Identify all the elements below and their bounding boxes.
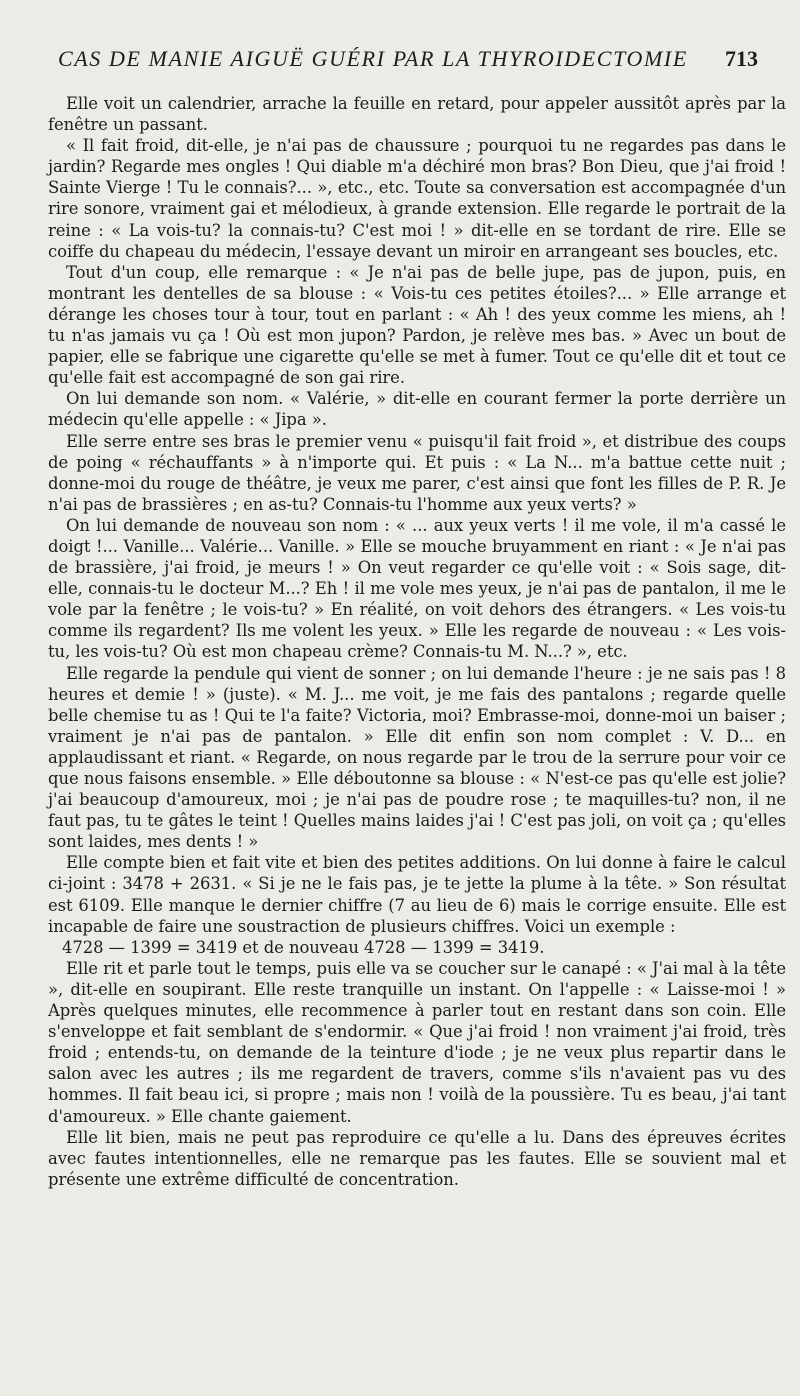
paragraph: On lui demande son nom. « Valérie, » dit-elle en courant fermer la porte derrière un médecin qu'elle appelle : « Jipa ». (48, 389, 786, 430)
body-text (48, 93, 786, 1190)
paragraph: « Il fait froid, dit-elle, je n'ai pas de chaussure ; pourquoi tu ne regardes pas dans le jardin? Regarde mes ongles ! Qui diable m'a déchiré mon bras? Bon Dieu, que j'ai froid ! Sainte Vierge ! Tu le connais?... », etc., etc. Toute sa conversation est accompagnée d'un rire sonore, vraiment gai et mélodieux, à grande extension. Elle regarde le portrait de la reine : « La vois-tu? la connais-tu? C'est moi ! » dit-elle en se tordant de rire. Elle se coiffe du chapeau du médecin, l'essaye devant un miroir en arrangeant ses boucles, etc. (48, 136, 786, 261)
running-header (58, 46, 758, 74)
paragraph: Tout d'un coup, elle remarque : « Je n'ai pas de belle jupe, pas de jupon, puis, en montrant les dentelles de sa blouse : « Vois-tu ces petites étoiles?... » Elle arrange et dérange les choses tour à tour, tout en parlant : « Ah ! des yeux comme les miens, ah ! tu n'as jamais vu ça ! Où est mon jupon? Pardon, je relève mes bas. » Avec un bout de papier, elle se fabrique une cigarette qu'elle se met à fumer. Tout ce qu'elle dit et tout ce qu'elle fait est accompagné de son gai rire. (48, 262, 786, 388)
subtraction-example: 4728 — 1399 = 3419 et de nouveau 4728 — 1399 = 3419. (62, 937, 545, 957)
paragraph: Elle compte bien et fait vite et bien des petites additions. On lui donne à faire le calcul ci-joint : 3478 + 2631. « Si je ne le fais pas, je te jette la plume à la tête. » Son résultat est 6109. Elle manque le dernier chiffre (7 au lieu de 6) mais le corrige ensuite. Elle est incapable de faire une soustraction de plusieurs chiffres. Voici un exemple : (48, 853, 786, 936)
page-number: 713 (725, 46, 758, 71)
paragraph: Elle lit bien, mais ne peut pas reproduire ce qu'elle a lu. Dans des épreuves écrites avec fautes intentionnelles, elle ne remarque pas les fautes. Elle se souvient mal et présente une extrême difficulté de concentration. (48, 1127, 786, 1189)
paragraph: Elle regarde la pendule qui vient de sonner ; on lui demande l'heure : je ne sais pas ! 8 heures et demie ! » (juste). « M. J... me voit, je me fais des pantalons ; regarde quelle belle chemise tu as ! Qui te l'a faite? Victoria, moi? Embrasse-moi, donne-moi un baiser ; vraiment je n'ai pas de pantalon. » Elle dit enfin son nom complet : V. D... en applaudissant et riant. « Regarde, on nous regarde par le trou de la serrure pour voir ce que nous faisons ensemble. » Elle déboutonne sa blouse : « N'est-ce pas qu'elle est jolie? j'ai beaucoup d'amoureux, moi ; je n'ai pas de poudre rose ; te maquilles-tu? non, il ne faut pas, tu te gâtes le teint ! Quelles mains laides j'ai ! C'est pas joli, on voit ça ; qu'elles sont laides, mes dents ! » (48, 663, 786, 852)
paragraph: Elle voit un calendrier, arrache la feuille en retard, pour appeler aussitôt après par la fenêtre un passant. (48, 94, 786, 135)
header-title: CAS DE MANIE AIGUË GUÉRI PAR LA THYROIDECTOMIE (58, 46, 688, 71)
paragraph: Elle rit et parle tout le temps, puis elle va se coucher sur le canapé : « J'ai mal à la tête », dit-elle en soupirant. Elle reste tranquille un instant. On l'appelle : « Laisse-moi ! » Après quelques minutes, elle recommence à parler tout en restant dans son coin. Elle s'enveloppe et fait semblant de s'endormir. « Que j'ai froid ! non vraiment j'ai froid, très froid ; entends-tu, on demande de la teinture d'iode ; je ne veux plus repartir dans le salon avec les autres ; ils me regardent de travers, comme s'ils n'avaient pas vu des hommes. Il fait beau ici, si propre ; mais non ! voilà de la poussière. Tu es beau, j'ai tant d'amoureux. » Elle chante gaiement. (48, 958, 786, 1126)
paragraph: Elle serre entre ses bras le premier venu « puisqu'il fait froid », et distribue des coups de poing « réchauffants » à n'importe qui. Et puis : « La N... m'a battue cette nuit ; donne-moi du rouge de théâtre, je veux me parer, c'est ainsi que font les filles de P. R. Je n'ai pas de brassières ; en as-tu? Connais-tu l'homme aux yeux verts? » (48, 431, 786, 514)
paragraph: On lui demande de nouveau son nom : « ... aux yeux verts ! il me vole, il m'a cassé le doigt !... Vanille... Valérie... Vanille. » Elle se mouche bruyamment en riant : « Je n'ai pas de brassière, j'ai froid, je meurs ! » On veut regarder ce qu'elle voit : « Sois sage, dit-elle, connais-tu le docteur M...? Eh ! il me vole mes yeux, je n'ai pas de pantalon, il me le vole par la fenêtre ; le vois-tu? » En réalité, on voit dehors des étrangers. « Les vois-tu comme ils regardent? Ils me volent les yeux. » Elle les regarde de nouveau : « Les vois-tu, les vois-tu? Où est mon chapeau crème? Connais-tu M. N...? », etc. (48, 515, 786, 662)
